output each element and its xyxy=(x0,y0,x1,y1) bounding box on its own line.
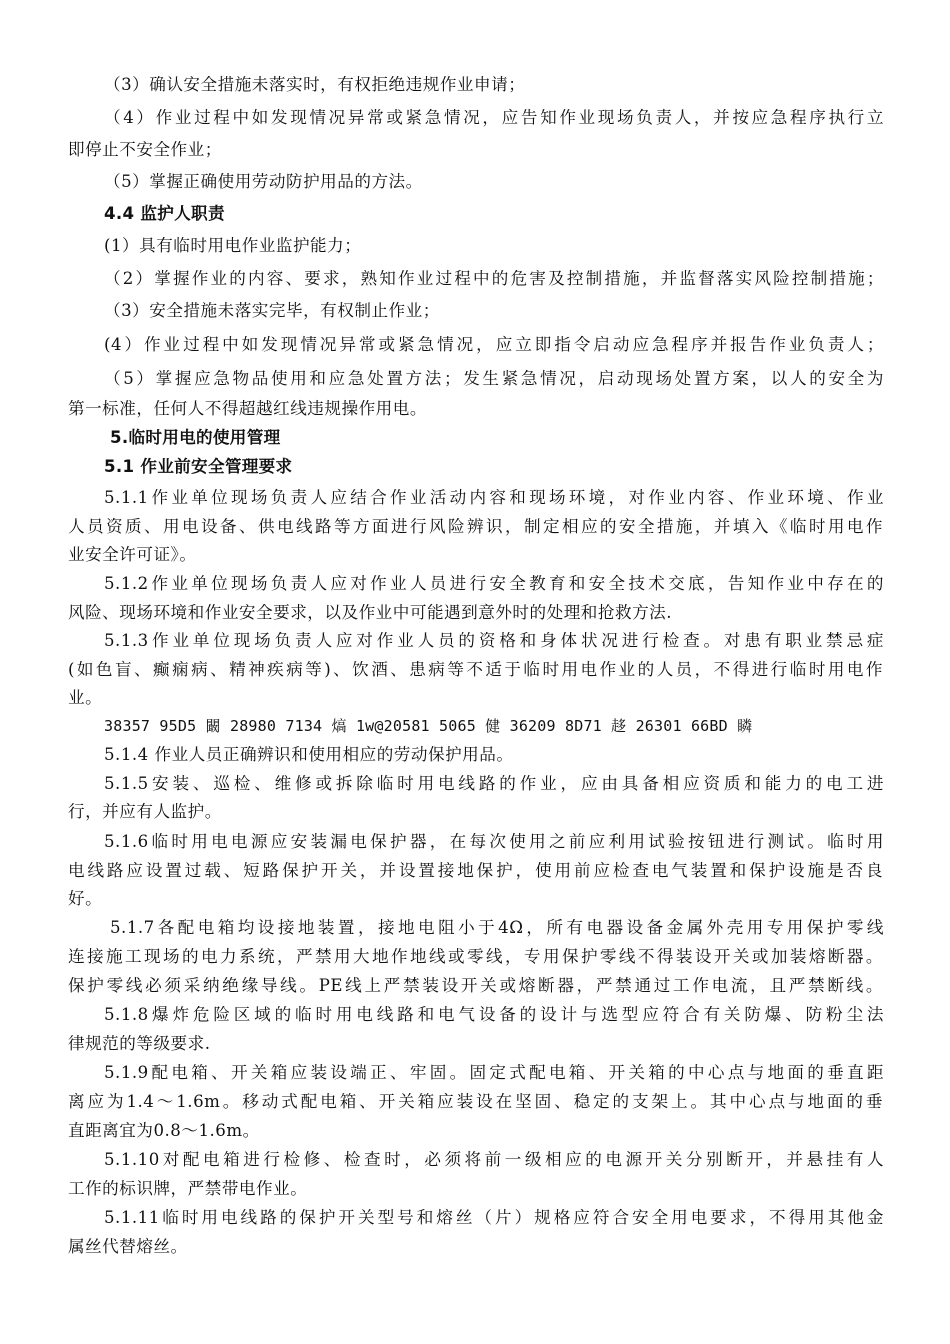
clause-5-1-5: 5.1.5安装、巡检、维修或拆除临时用电线路的作业，应由具备相应资质和能力的电工进 xyxy=(104,774,884,793)
clause-5-1-1-end: 业安全许可证》。 xyxy=(68,545,197,564)
clause-5-1-6-cont: 电线路应设置过载、短路保护开关，并设置接地保护，使用前应检查电气装置和保护设施是否良 xyxy=(68,861,883,880)
section-heading-4-4: 4.4 监护人职责 xyxy=(104,204,225,223)
section-heading-5: 5.临时用电的使用管理 xyxy=(110,428,281,447)
guardian-item-4: (4）作业过程中如发现情况异常或紧急情况，应立即指令启动应急程序并报告作业负责人； xyxy=(104,335,884,354)
clause-5-1-3-cont: (如色盲、癫痫病、精神疾病等)、饮酒、患病等不适于临时用电作业的人员，不得进行临时用电作 xyxy=(68,660,883,679)
clause-5-1-7-end: 保护零线必须采纳绝缘导线。PE线上严禁装设开关或熔断器，严禁通过工作电流，且严禁断线。 xyxy=(68,976,883,995)
clause-5-1-8-cont: 律规范的等级要求. xyxy=(68,1034,211,1053)
clause-5-1-6-end: 好。 xyxy=(68,889,103,908)
clause-5-1-9-cont: 离应为1.4～1.6m。移动式配电箱、开关箱应装设在坚固、稳定的支架上。其中心点与地面的垂 xyxy=(68,1092,883,1111)
clause-5-1-1-cont: 人员资质、用电设备、供电线路等方面进行风险辨识，制定相应的安全措施，并填入《临时用电作 xyxy=(68,517,883,536)
clause-5-1-3-end: 业。 xyxy=(68,688,103,707)
clause-5-1-6: 5.1.6临时用电电源应安装漏电保护器，在每次使用之前应利用试验按钮进行测试。临时用 xyxy=(104,832,884,851)
garbled-code-line: 38357 95D5 闞 28980 7134 熇 1w@20581 5065 健 36209 8D71 趍 26301 66BD 瞵 xyxy=(104,717,753,735)
clause-5-1-3: 5.1.3作业单位现场负责人应对作业人员的资格和身体状况进行检查。对患有职业禁忌症 xyxy=(104,631,884,650)
clause-5-1-4: 5.1.4 作业人员正确辨识和使用相应的劳动保护用品。 xyxy=(104,745,514,764)
clause-5-1-2-cont: 风险、现场环境和作业安全要求，以及作业中可能遇到意外时的处理和抢救方法. xyxy=(68,603,673,622)
clause-5-1-9: 5.1.9配电箱、开关箱应装设端正、牢固。固定式配电箱、开关箱的中心点与地面的垂直距 xyxy=(104,1063,884,1082)
item-4-abnormal-situation-cont: 即停止不安全作业； xyxy=(68,140,222,159)
clause-5-1-9-end: 直距离宜为0.8～1.6m。 xyxy=(68,1121,260,1140)
item-3-refuse-violation: （3）确认安全措施未落实时，有权拒绝违规作业申请； xyxy=(104,75,526,94)
guardian-item-5: （5）掌握应急物品使用和应急处置方法；发生紧急情况，启动现场处置方案，以人的安全为 xyxy=(104,369,884,388)
section-heading-5-1: 5.1 作业前安全管理要求 xyxy=(104,457,293,476)
item-4-abnormal-situation: （4）作业过程中如发现情况异常或紧急情况，应告知作业现场负责人，并按应急程序执行立 xyxy=(104,108,884,127)
clause-5-1-7: 5.1.7各配电箱均设接地装置，接地电阻小于4Ω，所有电器设备金属外壳用专用保护零线 xyxy=(110,918,884,937)
guardian-item-5-cont: 第一标准，任何人不得超越红线违规操作用电。 xyxy=(68,399,427,418)
clause-5-1-11-cont: 属丝代替熔丝。 xyxy=(68,1237,188,1256)
clause-5-1-5-cont: 行，并应有人监护。 xyxy=(68,802,222,821)
clause-5-1-1: 5.1.1作业单位现场负责人应结合作业活动内容和现场环境，对作业内容、作业环境、作业 xyxy=(104,488,884,507)
clause-5-1-2: 5.1.2作业单位现场负责人应对作业人员进行安全教育和安全技术交底，告知作业中存在的 xyxy=(104,574,884,593)
clause-5-1-10-cont: 工作的标识牌，严禁带电作业。 xyxy=(68,1179,308,1198)
clause-5-1-7-cont: 连接施工现场的电力系统，严禁用大地作地线或零线，专用保护零线不得装设开关或加装熔断器。 xyxy=(68,947,883,966)
clause-5-1-8: 5.1.8爆炸危险区域的临时用电线路和电气设备的设计与选型应符合有关防爆、防粉尘法 xyxy=(104,1005,884,1024)
guardian-item-1: (1）具有临时用电作业监护能力； xyxy=(104,236,362,255)
guardian-item-2: （2）掌握作业的内容、要求，熟知作业过程中的危害及控制措施，并监督落实风险控制措施； xyxy=(104,269,884,288)
item-5-protective-equipment: （5）掌握正确使用劳动防护用品的方法。 xyxy=(104,172,423,191)
clause-5-1-11: 5.1.11临时用电线路的保护开关型号和熔丝（片）规格应符合安全用电要求，不得用其他金 xyxy=(104,1208,884,1227)
clause-5-1-10: 5.1.10对配电箱进行检修、检查时，必须将前一级相应的电源开关分别断开，并悬挂有人 xyxy=(104,1150,884,1169)
guardian-item-3: （3）安全措施未落实完毕，有权制止作业； xyxy=(104,301,440,320)
